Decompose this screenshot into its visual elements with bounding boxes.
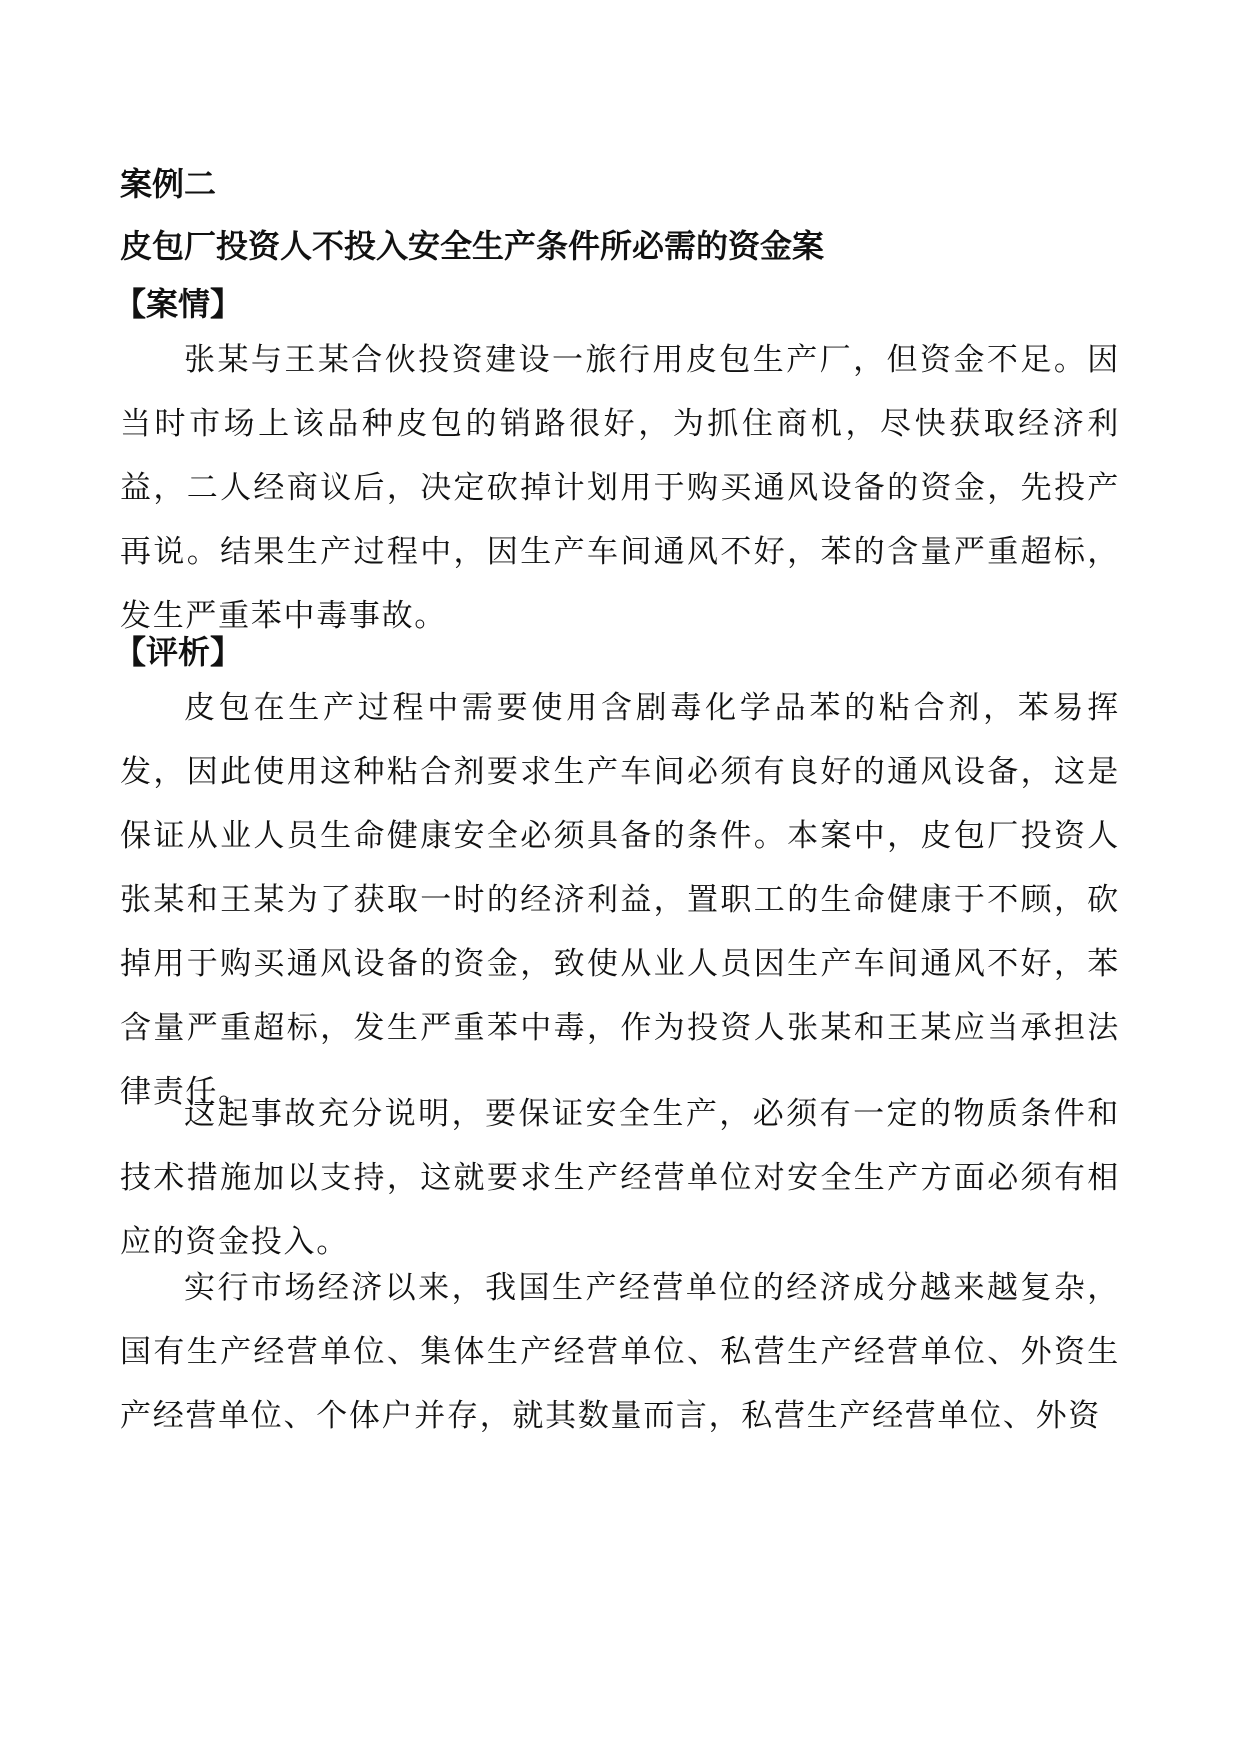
analysis-paragraph-2: 这起事故充分说明，要保证安全生产，必须有一定的物质条件和技术措施加以支持，这就要求生产经营单位对安全生产方面必须有相应的资金投入。 — [120, 1096, 1120, 1260]
facts-heading: 【案情】 — [114, 285, 243, 323]
analysis-heading: 【评析】 — [114, 633, 243, 671]
analysis-paragraph-3: 实行市场经济以来，我国生产经营单位的经济成分越来越复杂，国有生产经营单位、集体生产经营单位、私营生产经营单位、外资生产经营单位、个体户并存，就其数量而言，私营生产经营单位、外资 — [120, 1270, 1120, 1434]
facts-paragraph: 张某与王某合伙投资建设一旅行用皮包生产厂，但资金不足。因当时市场上该品种皮包的销路很好，为抓住商机，尽快获取经济利益，二人经商议后，决定砍掉计划用于购买通风设备的资金，先投产再说。结果生产过程中，因生产车间通风不好，苯的含量严重超标，发生严重苯中毒事故。 — [120, 342, 1120, 634]
case-label: 案例二 — [120, 165, 217, 203]
analysis-paragraph-1: 皮包在生产过程中需要使用含剧毒化学品苯的粘合剂，苯易挥发，因此使用这种粘合剂要求生产车间必须有良好的通风设备，这是保证从业人员生命健康安全必须具备的条件。本案中，皮包厂投资人张某和王某为了获取一时的经济利益，置职工的生命健康于不顾，砍掉用于购买通风设备的资金，致使从业人员因生产车间通风不好，苯含量严重超标，发生严重苯中毒，作为投资人张某和王某应当承担法律责任。 — [120, 690, 1120, 1110]
case-title: 皮包厂投资人不投入安全生产条件所必需的资金案 — [120, 227, 825, 265]
